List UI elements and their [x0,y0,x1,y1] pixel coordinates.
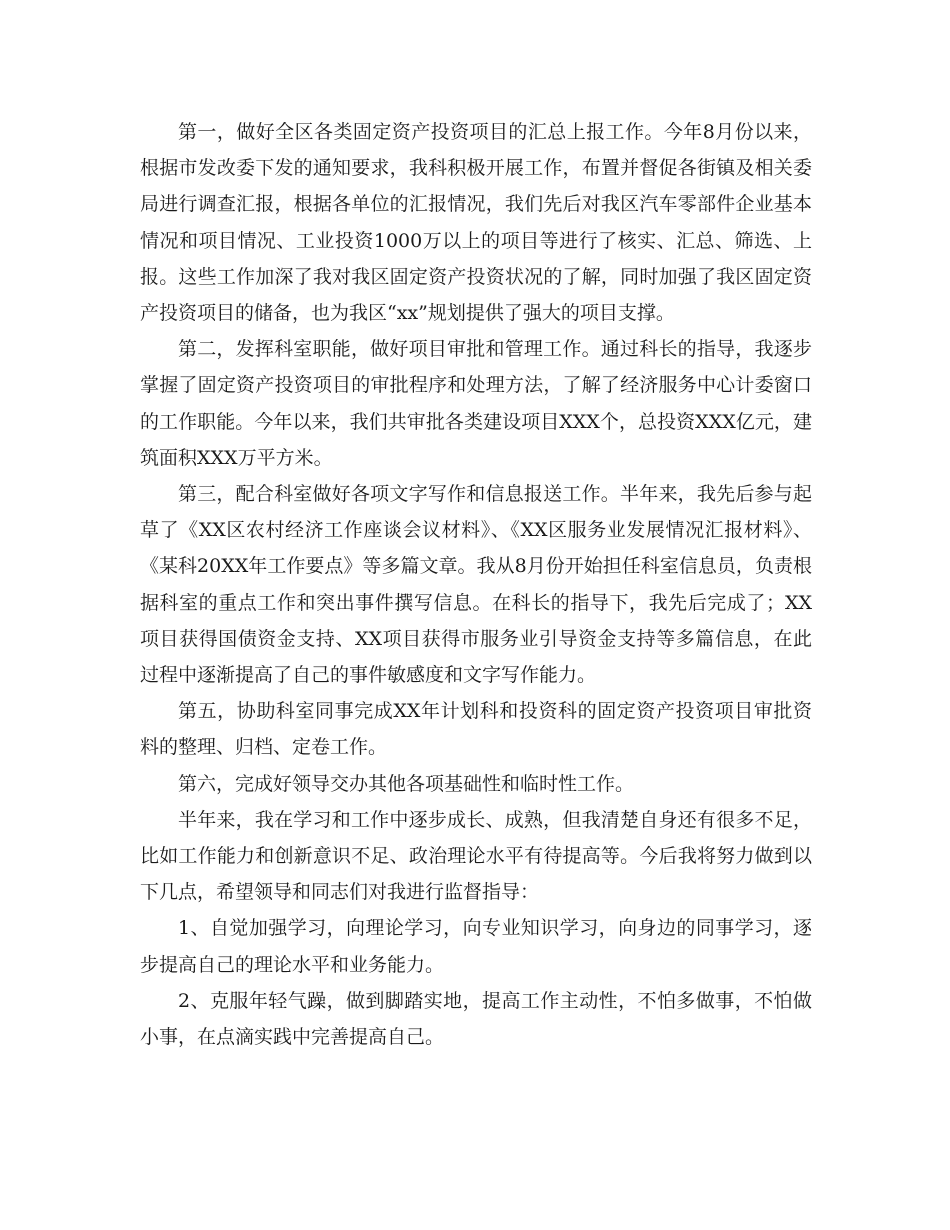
paragraph-4: 第五，协助科室同事完成XX年计划科和投资科的固定资产投资项目审批资料的整理、归档、定卷工作。 [140,700,812,759]
document-body [140,114,812,1055]
paragraph-3: 第三，配合科室做好各项文字写作和信息报送工作。半年来，我先后参与起草了《XX区农村经济工作座谈会议材料》、《XX区服务业发展情况汇报材料》、《某科20XX年工作要点》等多篇文章。我从8月份开始担任科室信息员，负责根据科室的重点工作和突出事件撰写信息。在科长的指导下，我先后完成了；XX项目获得国债资金支持、XX项目获得市服务业引导资金支持等多篇信息，在此过程中逐渐提高了自己的事件敏感度和文字写作能力。 [140,483,812,687]
paragraph-7: 1、自觉加强学习，向理论学习，向专业知识学习，向身边的同事学习，逐步提高自己的理论水平和业务能力。 [140,917,812,976]
paragraph-5: 第六，完成好领导交办其他各项基础性和临时性工作。 [178,772,635,795]
paragraph-6: 半年来，我在学习和工作中逐步成长、成熟，但我清楚自身还有很多不足，比如工作能力和创新意识不足、政治理论水平有待提高等。今后我将努力做到以下几点，希望领导和同志们对我进行监督指导： [140,808,812,904]
paragraph-8: 2、克服年轻气躁，做到脚踏实地，提高工作主动性，不怕多做事，不怕做小事，在点滴实践中完善提高自己。 [140,989,812,1049]
paragraph-1: 第一，做好全区各类固定资产投资项目的汇总上报工作。今年8月份以来，根据市发改委下发的通知要求，我科积极开展工作，布置并督促各街镇及相关委局进行调查汇报，根据各单位的汇报情况，我们先后对我区汽车零部件企业基本情况和项目情况、工业投资1000万以上的项目等进行了核实、汇总、筛选、上报。这些工作加深了我对我区固定资产投资状况的了解，同时加强了我区固定资产投资项目的储备，也为我区“xx”规划提供了强大的项目支撑。 [140,121,812,325]
paragraph-2: 第二，发挥科室职能，做好项目审批和管理工作。通过科长的指导，我逐步掌握了固定资产投资项目的审批程序和处理方法，了解了经济服务中心计委窗口的工作职能。今年以来，我们共审批各类建设项目XXX个，总投资XXX亿元，建筑面积XXX万平方米。 [140,338,812,469]
